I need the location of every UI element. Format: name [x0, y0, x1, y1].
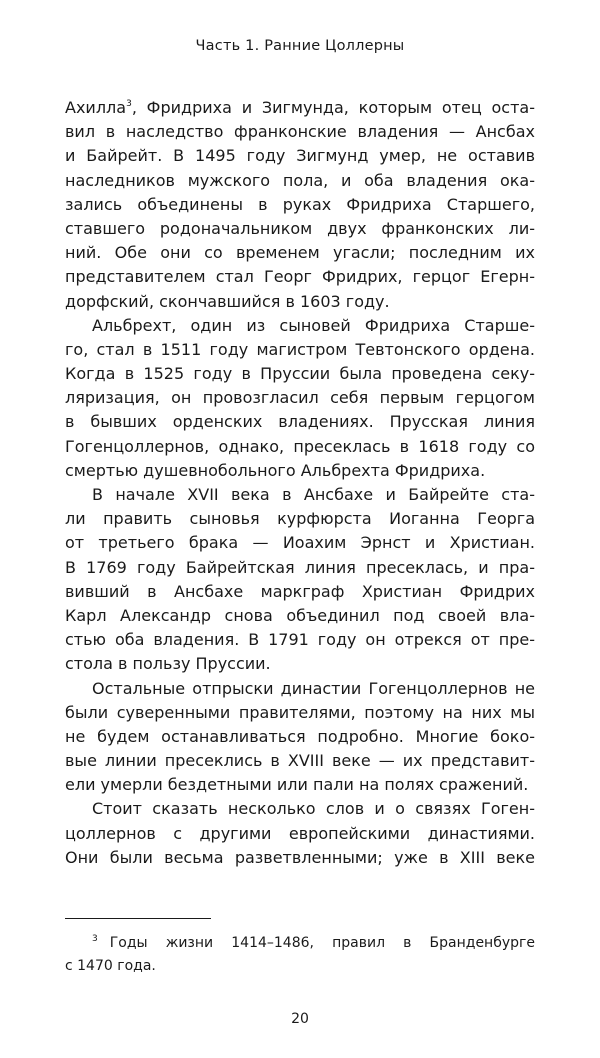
- text-line: дорфский, скончавшийся в 1603 году.: [65, 291, 390, 311]
- text-line: Карл Александр снова объединил под своей вла-: [65, 605, 535, 625]
- text-line: Они были весьма разветвленными; уже в XIII веке: [65, 847, 535, 867]
- footnote-mark: 3: [92, 934, 98, 944]
- text-line: цоллернов с другими европейскими династиями.: [65, 823, 535, 843]
- text-line: В начале XVII века в Ансбахе и Байрейте ста-: [92, 485, 535, 504]
- text-line: Стоит сказать несколько слов и о связях Гоген-: [92, 799, 535, 819]
- footnote-line: $^3$ Годы жизни 1414–1486, правил в Бранденбурге: [65, 932, 535, 955]
- text-line: Остальные отпрыски династии Гогенцоллернов не: [92, 678, 535, 698]
- text-line: зались объединены в руках Фридриха Старшего,: [65, 194, 535, 214]
- text-line: ли править сыновья курфюрста Иоганна Георга: [65, 509, 535, 529]
- text-line: и Байрейт. В 1495 году Зигмунд умер, не оставив: [65, 146, 535, 166]
- text-line: стью оба владения. В 1791 году он отрекся от пре-: [65, 630, 535, 650]
- text-line: от третьего брака — Иоахим Эрнст и Христиан.: [65, 533, 535, 553]
- text-line: были суверенными правителями, поэтому на них мы: [65, 702, 535, 722]
- footnote-ref[interactable]: 3: [126, 99, 132, 109]
- footnote-divider: [65, 918, 211, 919]
- text-line: вил в наследство франконские владения — Ансбах: [65, 122, 535, 142]
- text-line: ели умерли бездетными или пали на полях сражений.: [65, 775, 529, 795]
- text-line: в бывших орденских владениях. Прусская линия: [65, 412, 535, 432]
- footnote: [65, 932, 535, 978]
- body-text: [65, 96, 535, 870]
- text-line: ставшего родоначальником двух франконских ли-: [65, 218, 535, 238]
- text-line: Когда в 1525 году в Пруссии была проведена секу-: [65, 364, 535, 384]
- running-head: Часть 1. Ранние Цоллерны: [195, 38, 405, 54]
- text-line: го, стал в 1511 году магистром Тевтонского ордена.: [65, 339, 535, 359]
- text-line: вивший в Ансбахе маркграф Христиан Фридрих: [65, 581, 535, 601]
- text-line: смертью душевнобольного Альбрехта Фридриха.: [65, 460, 486, 480]
- text-line: Гогенцоллернов, однако, пресеклась в 1618 году со: [65, 436, 535, 456]
- text-line: представителем стал Георг Фридрих, герцог Егерн-: [65, 267, 535, 287]
- text-line: стола в пользу Пруссии.: [65, 654, 271, 674]
- text-line: наследников мужского пола, и оба владения ока-: [65, 170, 535, 190]
- footnote-line: с 1470 года.: [65, 958, 156, 974]
- text-line: вые линии пресеклись в XVIII веке — их представит-: [65, 751, 535, 771]
- text-line: Ахилла$^3$, Фридриха и Зигмунда, которым отец оста-: [65, 98, 535, 117]
- page-number: 20: [291, 1011, 309, 1027]
- text-line: Альбрехт, один из сыновей Фридриха Старше-: [92, 315, 535, 335]
- text-line: В 1769 году Байрейтская линия пресеклась, и пра-: [65, 557, 535, 577]
- text-line: ляризация, он провозгласил себя первым герцогом: [65, 388, 535, 408]
- text-line: ний. Обе они со временем угасли; последним их: [65, 243, 535, 263]
- text-line: не будем останавливаться подробно. Многие боко-: [65, 726, 535, 746]
